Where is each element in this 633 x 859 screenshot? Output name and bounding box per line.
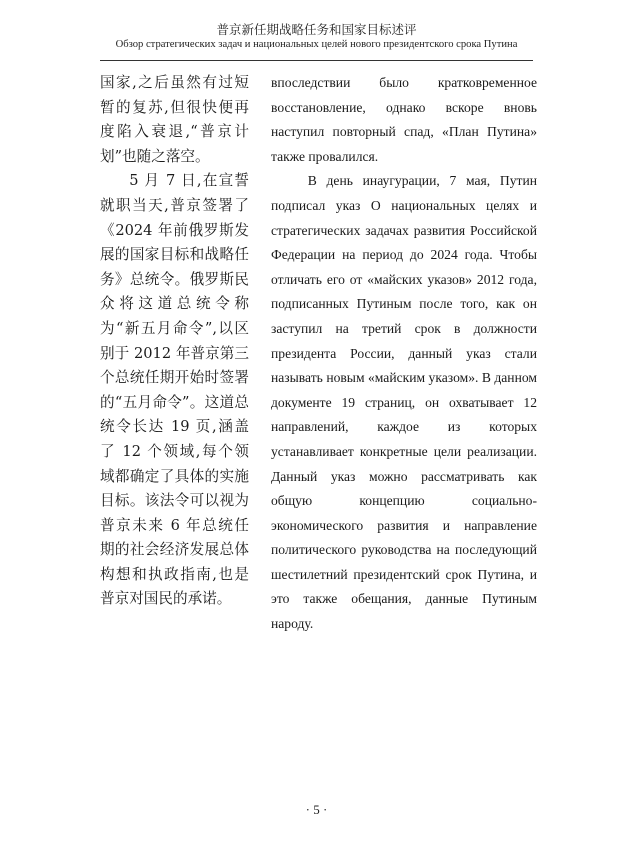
header-rule bbox=[100, 60, 533, 61]
russian-paragraph-1: впоследствии было кратковременное восстановление, однако вскоре вновь наступил повторный спад, «План Путина» также провалился. bbox=[271, 75, 537, 164]
running-header bbox=[100, 22, 533, 51]
page-number: · 5 · bbox=[305, 802, 328, 817]
russian-paragraph-2: В день инаугурации, 7 мая, Путин подписал указ О национальных целях и стратегических задачах развития Российской Федерации на период до 2024 года. Чтобы отличать его от «майских указов» 2012 года, подписанных Путиным после того, как он заступил на третий срок в должности президента России, данный указ стали называть новым «майским указом». В данном документе 19 страниц, он охватывает 12 направлений, каждое из которых устанавливает конкретные цели реализации. Данный указ можно рассматривать как общую концепцию социально-экономического развития и направление политического руководства на последующий шестилетний президентский срок Путина, и это также обещания, данные Путиным народу. bbox=[271, 173, 537, 632]
header-title-russian: Обзор стратегических задач и национальных целей нового президентского срока Путина bbox=[115, 39, 518, 50]
chinese-paragraph-1: 国家,之后虽然有过短暂的复苏,但很快便再度陷入衰退,“普京计划”也随之落空。 bbox=[100, 74, 249, 165]
chinese-paragraph-2: 5 月 7 日,在宣誓就职当天,普京签署了《2024 年前俄罗斯发展的国家目标和战略任务》总统令。俄罗斯民众将这道总统令称为“新五月命令”,以区别于 2012 年普京第三个总统任期开始时签署的“五月命令”。这道总统令长达 19 页,涵盖了 12 个领域,每个领域都确定了具体的实施目标。该法令可以视为普京未来 6 年总统任期的社会经济发展总体构想和执政指南,也是普京对国民的承诺。 bbox=[100, 172, 249, 608]
header-title-chinese: 普京新任期战略任务和国家目标述评 bbox=[216, 22, 417, 37]
russian-text-column bbox=[271, 71, 537, 637]
chinese-text-column bbox=[100, 71, 249, 612]
